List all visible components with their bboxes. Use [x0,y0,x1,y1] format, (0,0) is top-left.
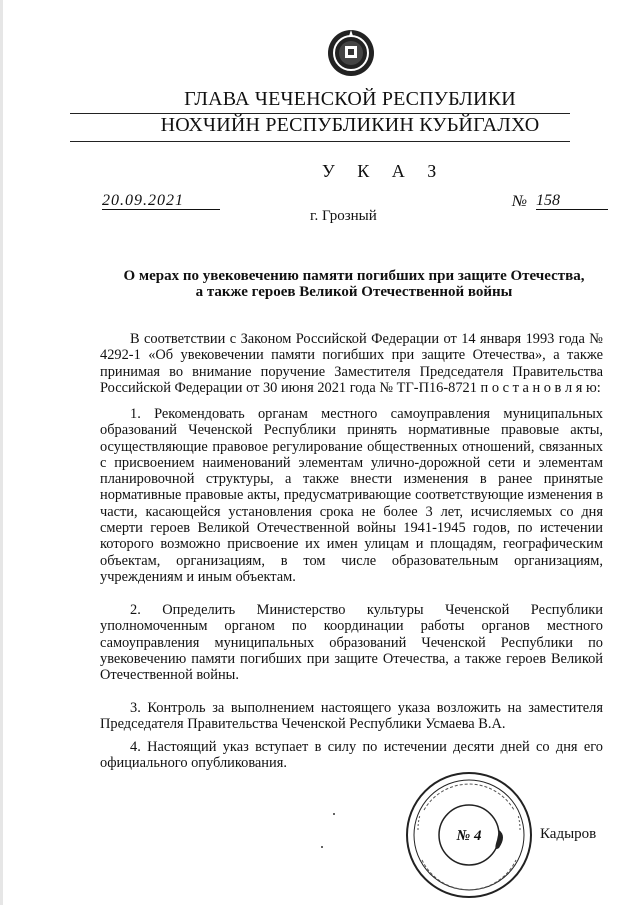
document-title-line-1: О мерах по увековечению памяти погибших при защите Отечества, [123,268,585,284]
header-line-2: НОХЧИЙН РЕСПУБЛИКИН КУЬЙГАЛХО [160,114,540,136]
paragraph-text: 1. Рекомендовать органам местного самоуправления муниципальных образований Чеченской Республики принять нормативные правовые акты, осуществляющие правовое регулирование общественных отношений, связанных с присвоением наименований элементам улично-дорожной сети и элементам планировочной структуры, а также внести изменения в ранее принятые нормативные правовые акты, предусматривающие соответствующие изменения в части, касающейся установления срока не более 3 лет, исчисляемых со дня смерти героев Великой Отечественной войны 1941-1945 годов, по истечении которого возможно присвоение их имен улицам и площадям, географическим объектам, организациям, в том числе образовательным организациям, учреждениям и иным объектам. [100,406,603,585]
paragraph-text: В соответствии с Законом Российской Федерации от 14 января 1993 года № 4292-1 «Об увековечении памяти погибших при защите Отечества», а также принимая во внимание поручение Заместителя Председателя Правительства Российской Федерации от 30 июня 2021 года № ТГ-П16-8721 п о с т а н о в л я ю: [100,331,603,396]
document-type: У К А З [322,161,446,181]
paragraph-2 [100,602,603,683]
coat-of-arms-emblem [326,28,376,78]
scan-speck [321,846,323,848]
paragraph-3 [100,700,603,733]
official-stamp [404,770,534,900]
signer-name: Кадыров [540,826,597,842]
paragraph-1 [100,406,603,585]
paragraph-text: 2. Определить Министерство культуры Чеченской Республики уполномоченным органом по координации работы органов местного самоуправления муниципальных образований Чеченской Республики по увековечению памяти погибших при защите Отечества, а также героев Великой Отечественной войны. [100,602,603,684]
scan-speck [333,813,335,815]
paragraph-4 [100,739,603,772]
number-label: № [512,193,528,210]
paragraph-text: 3. Контроль за выполнением настоящего указа возложить на заместителя Председателя Правительства Чеченской Республики Усмаева В.А. [100,700,603,733]
paragraph-text: 4. Настоящий указ вступает в силу по истечении десяти дней со дня его официального опубликования. [100,739,603,772]
document-date: 20.09.2021 [102,193,220,210]
header-divider-2 [70,141,570,142]
city: г. Грозный [310,208,377,224]
scan-edge [0,0,3,905]
document-title-line-2: а также героев Великой Отечественной войны [195,284,513,300]
stamp-number: № 4 [456,828,482,844]
paragraph-preamble [100,331,603,396]
document-number: 158 [536,193,608,210]
header-line-1: ГЛАВА ЧЕЧЕНСКОЙ РЕСПУБЛИКИ [184,88,516,110]
